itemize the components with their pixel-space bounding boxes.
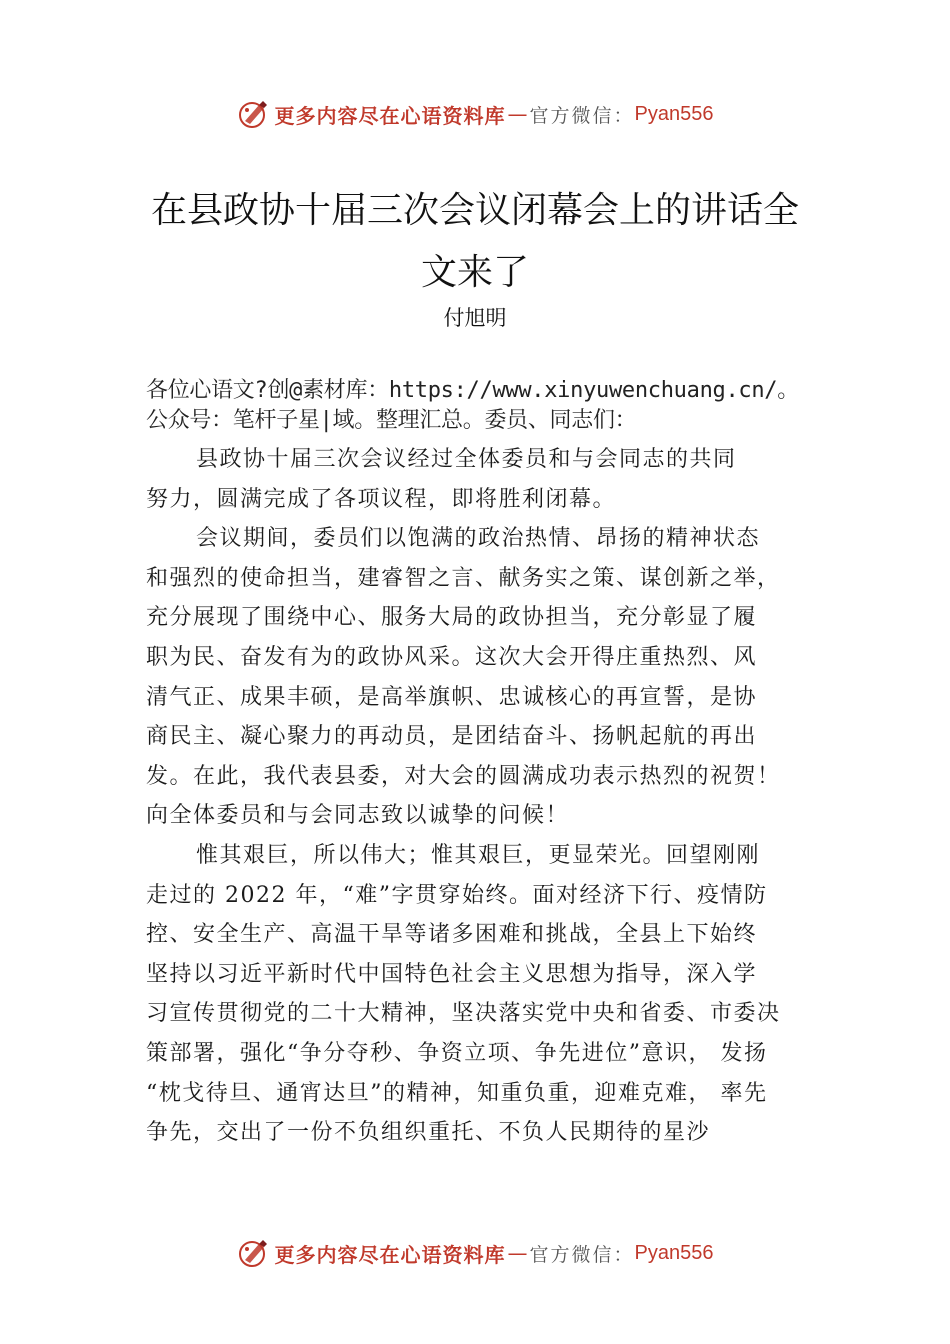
body-line: 努力，圆满完成了各项议程，即将胜利闭幕。 bbox=[146, 486, 617, 512]
body-line: 会议期间，委员们以饱满的政治热情、昂扬的精神状态 bbox=[196, 526, 761, 552]
body-line: 惟其艰巨，所以伟大；惟其艰巨，更显荣光。回望刚刚 bbox=[196, 842, 761, 868]
intro-line-2: 公众号：笔杆子星|域。整理汇总。委员、同志们： bbox=[146, 408, 637, 433]
body-line: 发。在此，我代表县委，对大会的圆满成功表示热烈的祝贺！ bbox=[146, 763, 781, 789]
body-line: 职为民、奋发有为的政协风采。这次大会开得庄重热烈、风 bbox=[146, 644, 758, 670]
title-line-1: 在县政协十届三次会议闭幕会上的讲话全 bbox=[150, 190, 799, 231]
banner-wechat-id: Pyan556 bbox=[634, 102, 714, 125]
pen-logo-icon bbox=[237, 97, 271, 131]
banner-wechat-id: Pyan556 bbox=[634, 1241, 714, 1264]
body-line: 向全体委员和与会同志致以诚挚的问候！ bbox=[146, 803, 570, 829]
title-line-2: 文来了 bbox=[420, 252, 529, 293]
intro-block bbox=[146, 376, 846, 436]
body-line: “枕戈待旦、通宵达旦”的精神，知重负重，迎难克难， 率先 bbox=[146, 1080, 768, 1106]
document-title bbox=[140, 180, 810, 304]
banner-text: 更多内容尽在心语资料库 bbox=[274, 103, 506, 128]
body-line: 商民主、凝心聚力的再动员，是团结奋斗、扬帆起航的再出 bbox=[146, 724, 758, 750]
body-line: 坚持以习近平新时代中国特色社会主义思想为指导，深入学 bbox=[146, 961, 758, 987]
author-name: 付旭明 bbox=[443, 306, 507, 330]
body-line: 控、安全生产、高温干旱等诸多困难和挑战，全县上下始终 bbox=[146, 922, 758, 948]
banner-text: 更多内容尽在心语资料库 bbox=[274, 1242, 506, 1267]
intro-line-1: 各位心语文?创@素材库：https://www.xinyuwenchuang.cn/。 bbox=[146, 378, 799, 403]
banner-wechat-label: 官方微信： bbox=[529, 104, 635, 127]
body-line: 习宣传贯彻党的二十大精神，坚决落实党中央和省委、市委决 bbox=[146, 1001, 781, 1027]
body-line: 清气正、成果丰硕，是高举旗帜、忠诚核心的再宣誓，是协 bbox=[146, 684, 758, 710]
body-line: 县政协十届三次会议经过全体委员和与会同志的共同 bbox=[196, 447, 737, 472]
banner-wechat-label: 官方微信： bbox=[529, 1243, 635, 1266]
body-line: 充分展现了围绕中心、服务大局的政协担当，充分彰显了履 bbox=[146, 605, 758, 631]
banner-dash: — bbox=[507, 102, 528, 126]
pen-logo-icon bbox=[237, 1236, 271, 1270]
body-line: 争先，交出了一份不负组织重托、不负人民期待的星沙 bbox=[146, 1120, 711, 1146]
body-line: 策部署，强化“争分夺秒、争资立项、争先进位”意识， 发扬 bbox=[146, 1040, 768, 1066]
banner-dash: — bbox=[507, 1241, 528, 1265]
body-text bbox=[146, 440, 826, 1153]
footer-banner bbox=[0, 1233, 950, 1273]
body-line: 和强烈的使命担当，建睿智之言、献务实之策、谋创新之举， bbox=[146, 565, 781, 591]
body-line: 走过的 2022 年，“难”字贯穿始终。面对经济下行、疫情防 bbox=[146, 882, 768, 908]
header-banner bbox=[0, 94, 950, 134]
